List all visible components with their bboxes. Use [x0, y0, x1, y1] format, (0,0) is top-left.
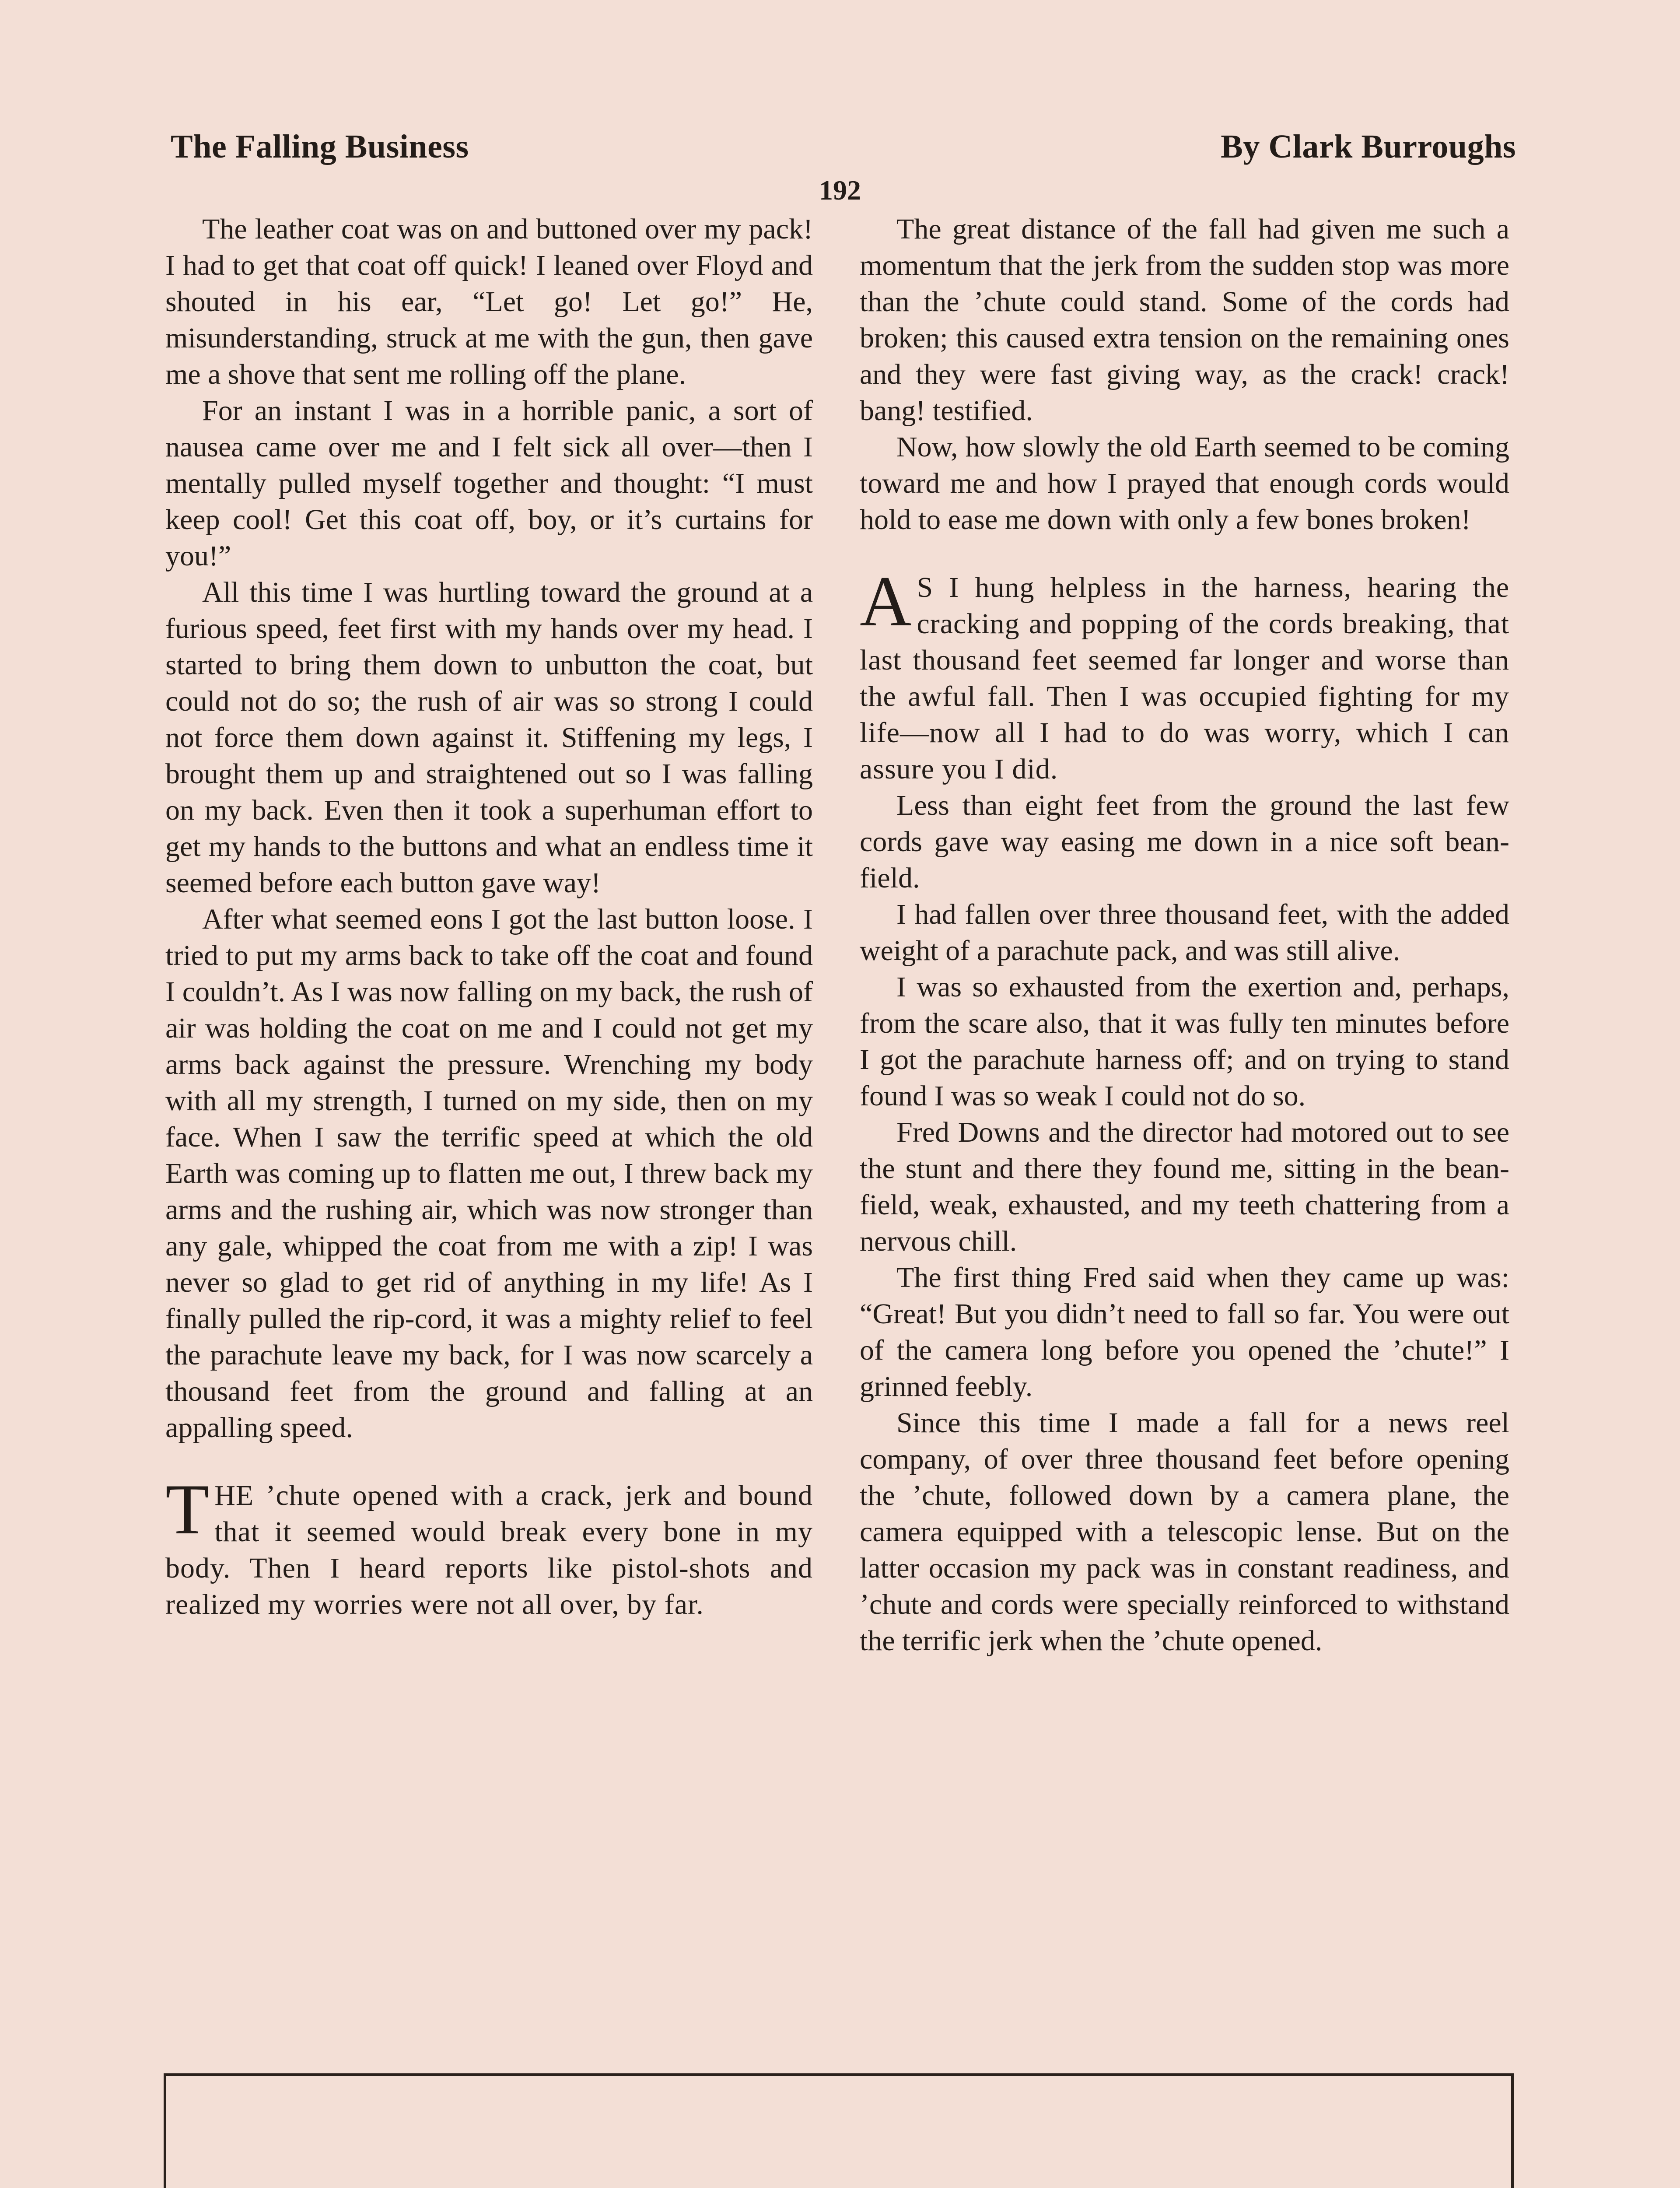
- paragraph: Fred Downs and the director had motored out to see the stunt and there they found me, sitting in the bean-field, weak, exhausted, and my teeth chattering from a nervous chill.: [860, 1116, 1509, 1257]
- paragraph: Less than eight feet from the ground the last few cords gave way easing me down in a nice soft bean-field.: [860, 789, 1509, 894]
- story-title: The Falling Business: [171, 128, 469, 165]
- left-column: [165, 211, 813, 1623]
- story-author: By Clark Burroughs: [1221, 128, 1516, 165]
- page-number: 192: [819, 175, 861, 206]
- drop-cap-letter: T: [165, 1470, 210, 1549]
- paragraph: The great distance of the fall had given me such a momentum that the jerk from the sudden stop was more than the ’chute could stand. Some of the cords had broken; this caused extra tension on the remaining ones and they were fast giving way, as the crack! crack! bang! testified.: [860, 213, 1509, 427]
- paragraph-text: S I hung helpless in the harness, hearing the cracking and popping of the cords breaking, that last thousand feet seemed far longer and worse than the awful fall. Then I was occupied fighting for my life—now all I had to do was worry, which I can assure you I did.: [860, 572, 1509, 785]
- paragraph: The leather coat was on and buttoned over my pack! I had to get that coat off quick! I leaned over Floyd and shouted in his ear, “Let go! Let go!” He, misunderstanding, struck at me with the gun, then gave me a shove that sent me rolling off the plane.: [165, 213, 813, 390]
- paragraph: Now, how slowly the old Earth seemed to be coming toward me and how I prayed that enough cords would hold to ease me down with only a few bones broken!: [860, 431, 1509, 536]
- drop-cap-paragraph: [860, 562, 1509, 787]
- drop-cap-letter: A: [860, 562, 912, 641]
- right-column: [860, 211, 1509, 1659]
- paragraph: I was so exhausted from the exertion and, perhaps, from the scare also, that it was fully ten minutes before I got the parachute harness off; and on trying to stand found I was so weak I could not do so.: [860, 971, 1509, 1112]
- next-issue-notice-box: [164, 2073, 1514, 2188]
- paragraph: After what seemed eons I got the last button loose. I tried to put my arms back to take off the coat and found I couldn’t. As I was now falling on my back, the rush of air was holding the coat on me and I could not get my arms back against the pressure. Wrenching my body with all my strength, I turned on my side, then on my face. When I saw the terrific speed at which the old Earth was coming up to flatten me out, I threw back my arms and the rushing air, which was now stronger than any gale, whipped the coat from me with a zip! I was never so glad to get rid of anything in my life! As I finally pulled the rip-cord, it was a mighty relief to feel the parachute leave my back, for I was now scarcely a thousand feet from the ground and falling at an appalling speed.: [165, 903, 813, 1444]
- paragraph: For an instant I was in a horrible panic, a sort of nausea came over me and I felt sick all over—then I mentally pulled myself together and thought: “I must keep cool! Get this coat off, boy, or it’s curtains for you!”: [165, 395, 813, 572]
- paragraph-text: HE ’chute opened with a crack, jerk and bound that it seemed would break every bone in my body. Then I heard reports like pistol-shots and realized my worries were not all over, by far.: [165, 1480, 813, 1620]
- drop-cap-paragraph: [165, 1470, 813, 1623]
- paragraph: All this time I was hurtling toward the ground at a furious speed, feet first with my hands over my head. I started to bring them down to unbutton the coat, but could not do so; the rush of air was so strong I could not force them down against it. Stiffening my legs, I brought them up and straightened out so I was falling on my back. Even then it took a superhuman effort to get my hands to the buttons and what an endless time it seemed before each button gave way!: [165, 576, 813, 899]
- paragraph: The first thing Fred said when they came up was: “Great! But you didn’t need to fall so far. You were out of the camera long before you opened the ’chute!” I grinned feebly.: [860, 1262, 1509, 1403]
- paragraph: I had fallen over three thousand feet, with the added weight of a parachute pack, and was still alive.: [860, 898, 1509, 967]
- paragraph: Since this time I made a fall for a news reel company, of over three thousand feet before opening the ’chute, followed down by a camera plane, the camera equipped with a telescopic lense. But on the latter occasion my pack was in constant readiness, and ’chute and cords were specially reinforced to withstand the terrific jerk when the ’chute opened.: [860, 1407, 1509, 1657]
